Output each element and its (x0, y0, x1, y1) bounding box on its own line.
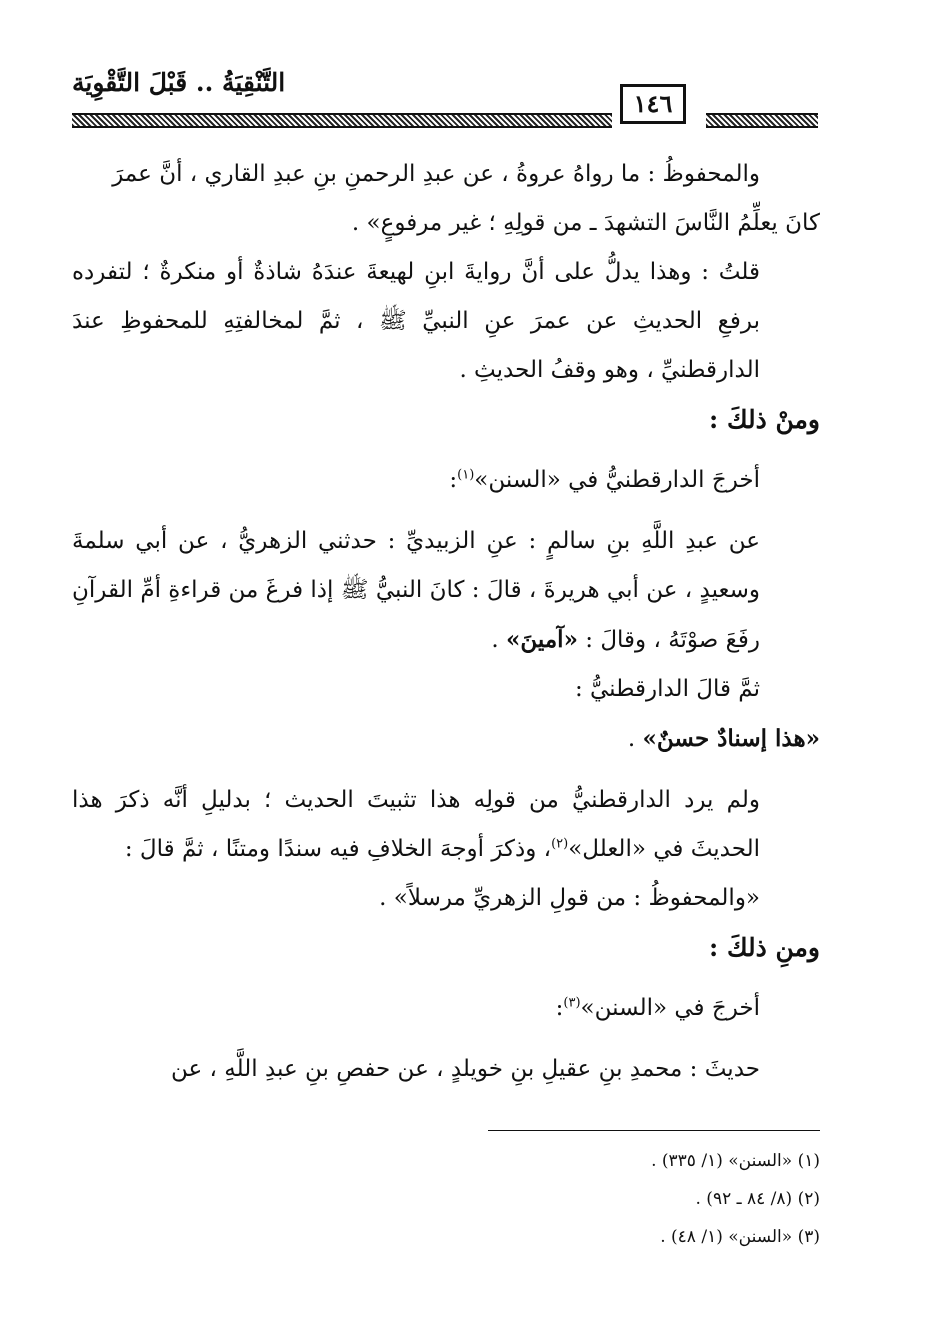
paragraph-5: ثمَّ قالَ الدارقطنيُّ : (574, 676, 760, 702)
footnote-ref-1: (١) (457, 467, 475, 483)
footnotes (300, 1142, 820, 1256)
footnote-ref-2: (٢) (551, 836, 569, 852)
paragraph-7 (72, 776, 820, 874)
paragraph-4 (72, 517, 820, 665)
paragraph-8: «والمحفوظُ : من قولِ الزهريِّ مرسلاً» . (379, 885, 760, 911)
paragraph-3-text: أخرجَ الدارقطنيُّ في «السنن» (474, 467, 760, 493)
paragraph-1-line-2: كانَ يعلِّمُ النَّاسَ التشهدَ ـ من قولِهِ ؛ غير مرفوعٍ» . (351, 210, 820, 236)
paragraph-9-colon: : (555, 995, 564, 1021)
footnote-ref-3: (٣) (563, 995, 581, 1011)
paragraph-7-text-b: ، وذكرَ أوجهَ الخلافِ فيه سندًا ومتنًا ، ثمَّ قالَ : (124, 836, 552, 862)
paragraph-9-text: أخرجَ في «السنن» (580, 995, 760, 1021)
amen-quote: «آمينَ» (506, 626, 578, 653)
footnote-2: (٢) (٨/ ٨٤ ـ ٩٢) . (695, 1189, 820, 1209)
running-header-title: التَّنْقِيَةُ .. قَبْلَ التَّقْوِيَة (72, 68, 286, 97)
paragraph-4-text: عن عبدِ اللَّهِ بنِ سالمٍ : عنِ الزبيديِّ : حدثني الزهريُّ ، عن أبي سلمةَ وسعيدٍ ، عن أبي هريرةَ ، قالَ : كانَ النبيُّ ﷺ إذا فرغَ من قراءةِ أمِّ القرآنِ رفَعَ صوْتَهُ ، وقالَ : (72, 528, 760, 653)
footnote-1: (١) «السنن» (١/ ٣٣٥) . (651, 1151, 820, 1171)
paragraph-6 (72, 714, 820, 764)
section-heading-2: ومنِ ذلكَ : (709, 933, 820, 962)
paragraph-9 (72, 984, 820, 1033)
paragraph-2: قلتُ : وهذا يدلُّ على أنَّ روايةَ ابنِ لهيعةَ عندَهُ شاذةٌ أو منكرةٌ ؛ لتفرده برفعِ الحديثِ عن عمرَ عنِ النبيِّ ﷺ ، ثمَّ لمخالفتِهِ للمحفوظِ عندَ الدارقطنيِّ ، وهو وقفُ الحديثِ . (72, 259, 760, 383)
paragraph-7-text-a: ولم يرد الدارقطنيُّ من قولِه هذا تثبيتَ الحديث ؛ بدليلِ أنَّه ذكرَ هذا الحديثَ في «العلل» (72, 787, 760, 862)
paragraph-10: حديثَ : محمدِ بنِ عقيلِ بنِ خويلدٍ ، عن حفصِ بنِ عبدِ اللَّهِ ، عن (171, 1056, 760, 1082)
paragraph-6-end: . (627, 726, 636, 752)
paragraph-3 (72, 456, 820, 505)
isnad-hasan-quote: «هذا إسنادٌ حسنٌ» (642, 725, 820, 752)
header-rule-left (72, 113, 612, 128)
footnote-3: (٣) «السنن» (١/ ٤٨) . (660, 1227, 820, 1247)
section-heading-1: ومنْ ذلكَ : (709, 405, 820, 434)
paragraph-3-colon: : (449, 467, 458, 493)
footnote-separator (488, 1130, 820, 1131)
main-text (72, 150, 820, 1094)
paragraph-4-end: . (491, 627, 499, 653)
header-rule-right (706, 113, 818, 128)
paragraph-1-line-1: والمحفوظُ : ما رواهُ عروةُ ، عن عبدِ الرحمنِ بنِ عبدِ القاري ، أنَّ عمرَ (112, 161, 760, 187)
page-number: ١٤٦ (620, 84, 686, 124)
